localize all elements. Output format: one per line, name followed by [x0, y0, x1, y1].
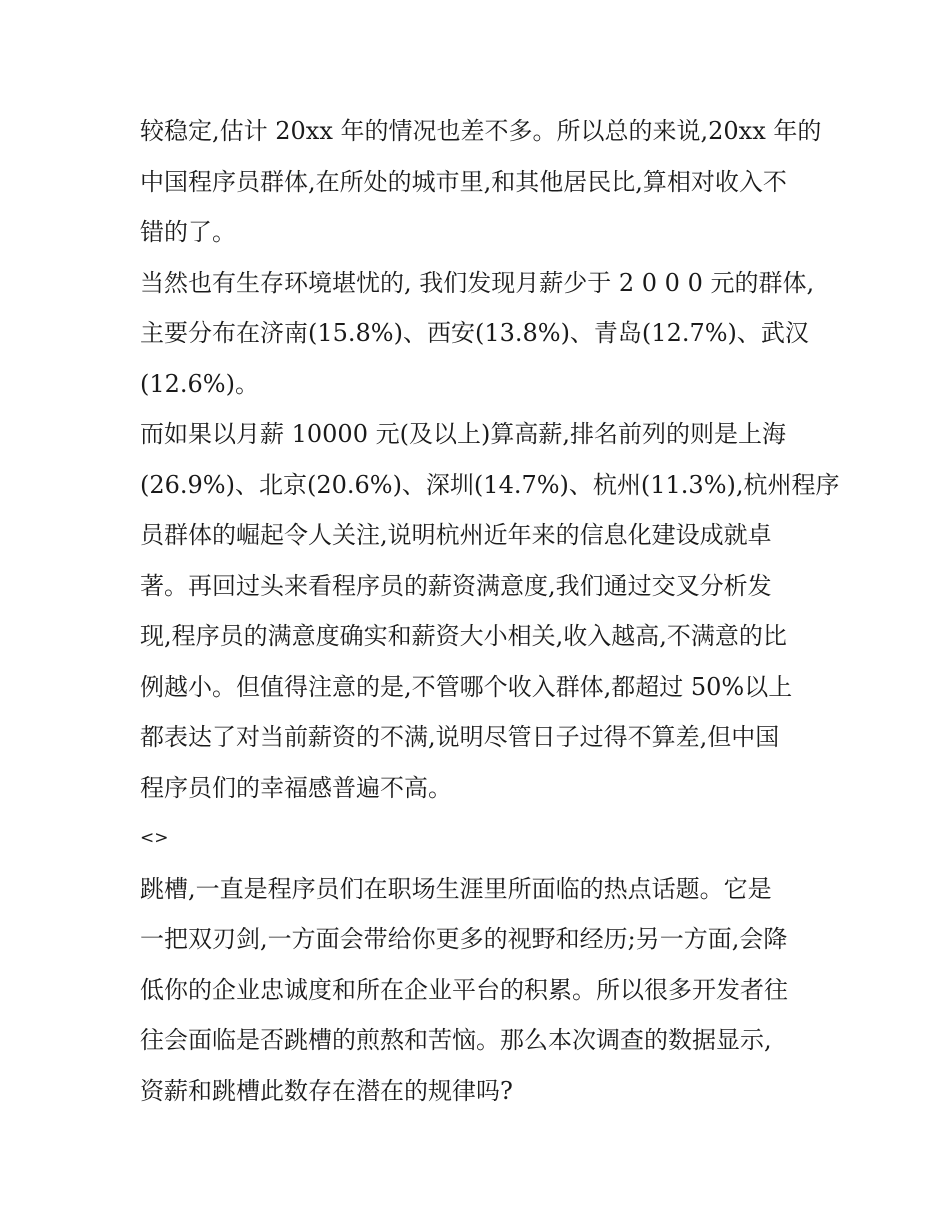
- text-line: (26.9%)、北京(20.6%)、深圳(14.7%)、杭州(11.3%),杭州程序: [140, 470, 840, 499]
- text-line: 资薪和跳槽此数存在潜在的规律吗?: [140, 1076, 513, 1105]
- section-marker: <>: [140, 828, 169, 848]
- text-line: 现,程序员的满意度确实和薪资大小相关,收入越高,不满意的比: [140, 622, 787, 650]
- text-line: 员群体的崛起令人关注,说明杭州近年来的信息化建设成就卓: [140, 521, 772, 549]
- text-line: 错的了。: [140, 218, 236, 246]
- text-line: 主要分布在济南(15.8%)、西安(13.8%)、青岛(12.7%)、武汉: [140, 319, 809, 347]
- text-line: 跳槽,一直是程序员们在职场生涯里所面临的热点话题。它是: [140, 874, 772, 903]
- text-line: 往会面临是否跳槽的煎熬和苦恼。那么本次调查的数据显示,: [140, 1026, 772, 1054]
- text-line: 著。再回过头来看程序员的薪资满意度,我们通过交叉分析发: [140, 571, 772, 600]
- text-line: 中国程序员群体,在所处的城市里,和其他居民比,算相对收入不: [140, 167, 787, 196]
- text-line: 而如果以月薪 10000 元(及以上)算高薪,排名前列的则是上海: [140, 420, 786, 448]
- text-line: 一把双刃剑,一方面会带给你更多的视野和经历;另一方面,会降: [140, 925, 788, 953]
- text-line: 较稳定,估计 20xx 年的情况也差不多。所以总的来说,20xx 年的: [140, 117, 822, 145]
- text-line: 程序员们的幸福感普遍不高。: [140, 773, 452, 802]
- text-line: 例越小。但值得注意的是,不管哪个收入群体,都超过 50%以上: [140, 672, 793, 701]
- document-body: [140, 106, 840, 1116]
- text-line: 当然也有生存环境堪忧的, 我们发现月薪少于 2 0 0 0 元的群体,: [140, 268, 815, 297]
- text-line: 低你的企业忠诚度和所在企业平台的积累。所以很多开发者往: [140, 975, 788, 1004]
- text-line: (12.6%)。: [140, 369, 259, 398]
- text-line: 都表达了对当前薪资的不满,说明尽管日子过得不算差,但中国: [140, 723, 780, 751]
